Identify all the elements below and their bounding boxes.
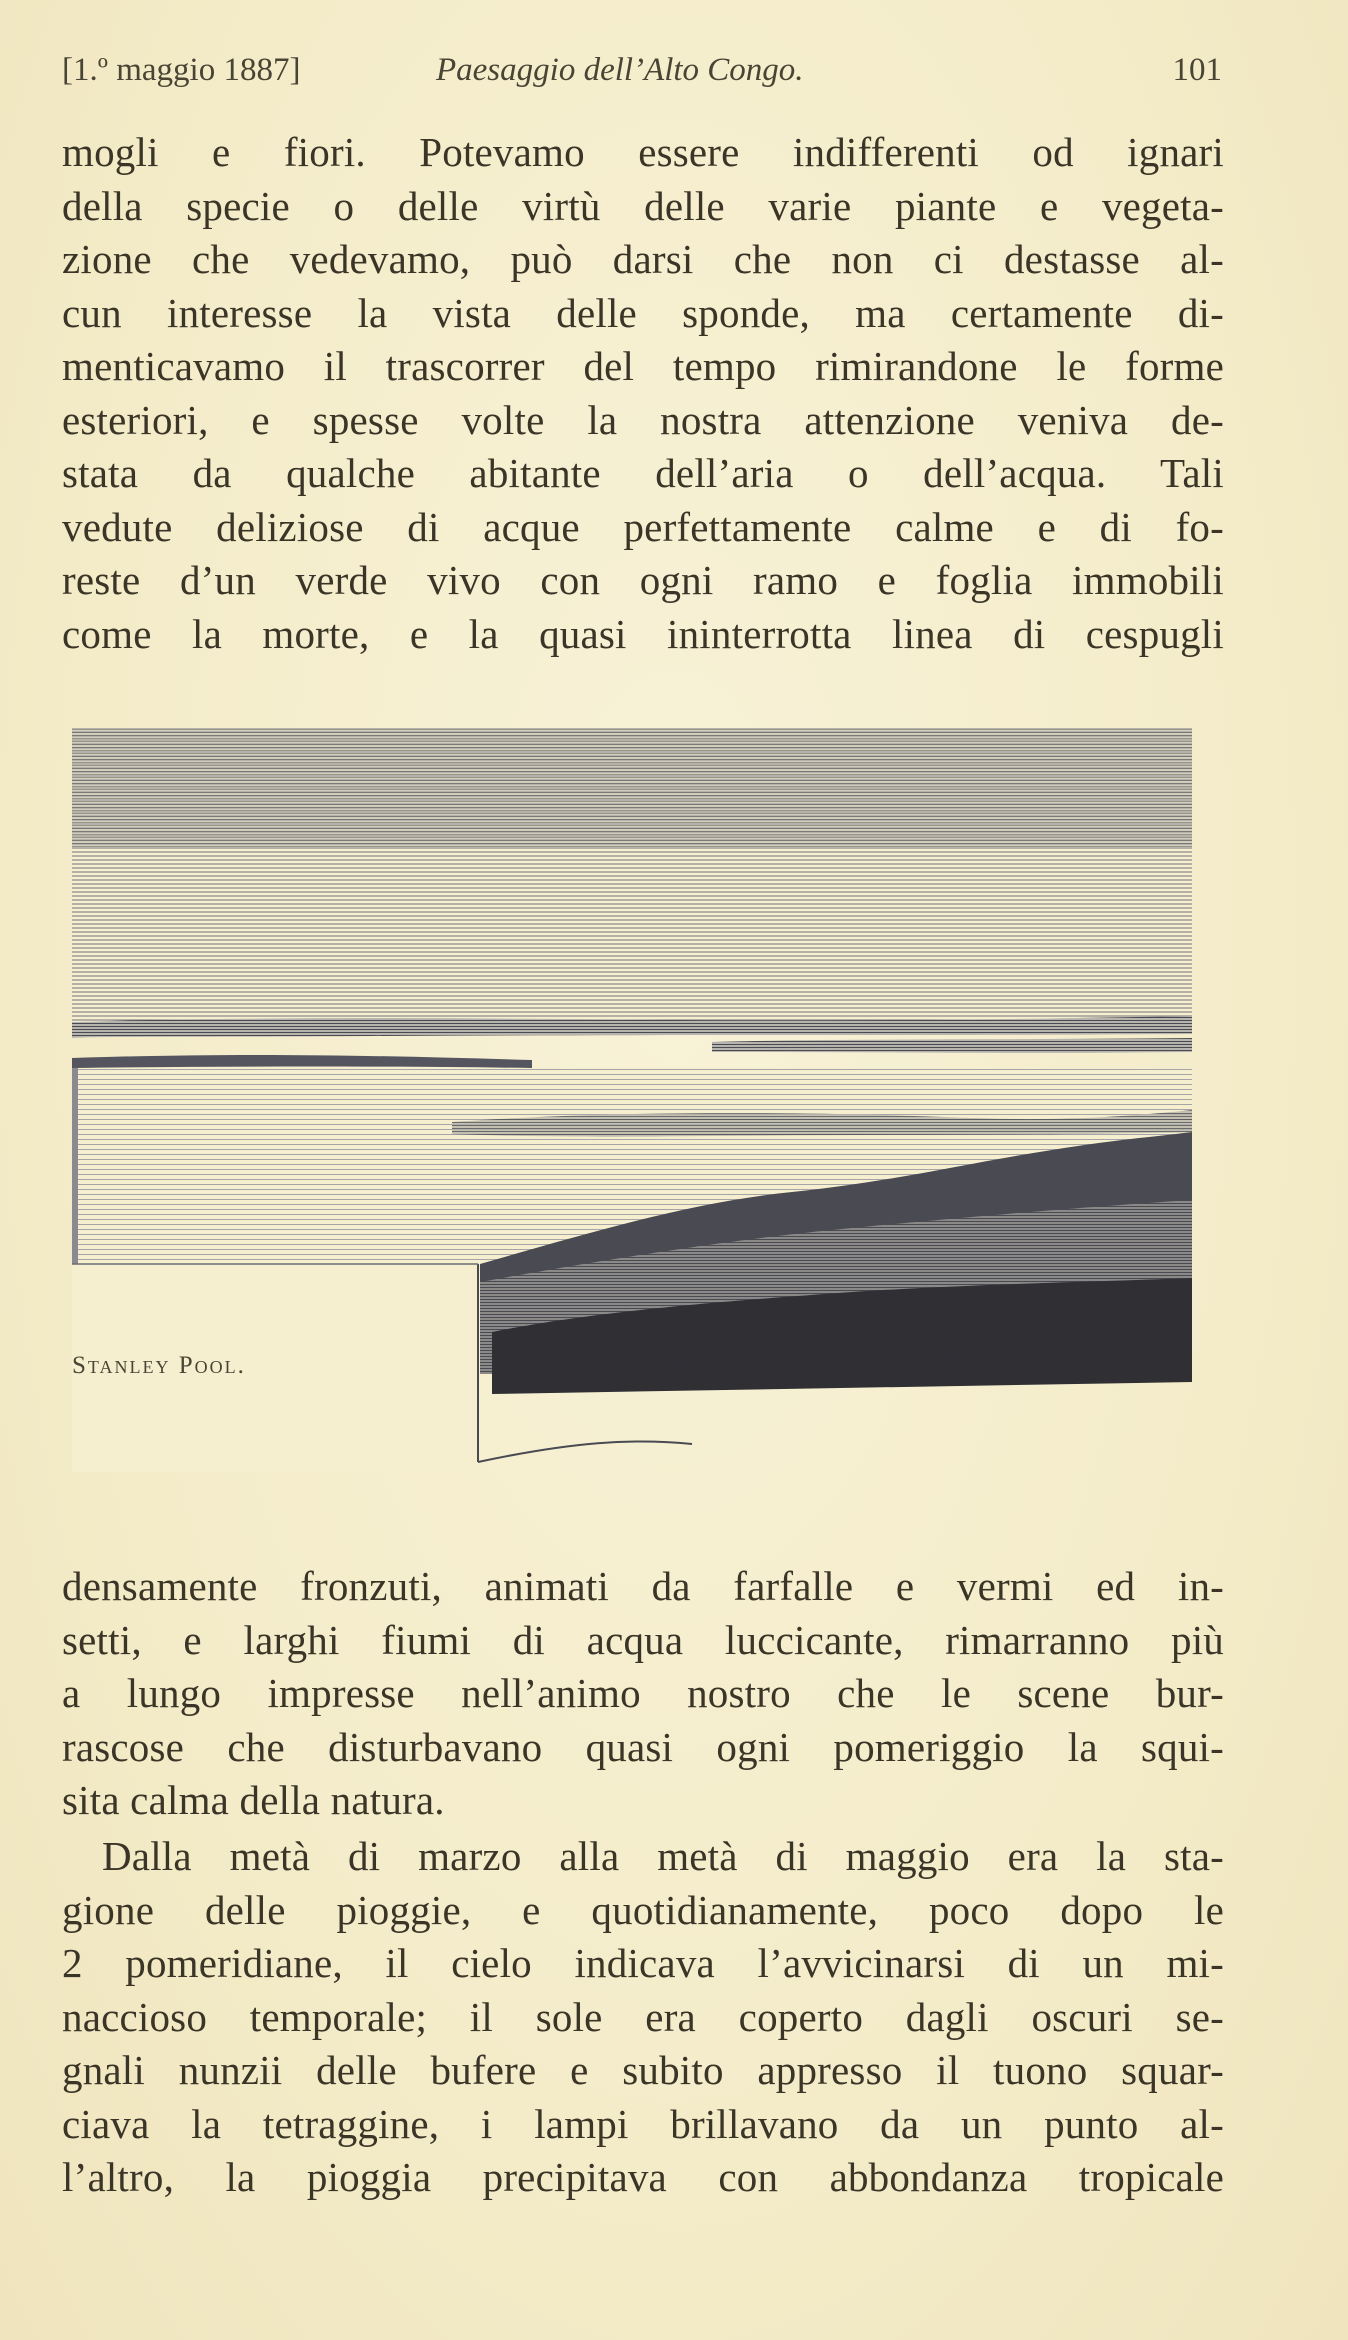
engraver-mark: AA — [1112, 1356, 1156, 1389]
text-line: naccioso temporale; il sole era coperto dagli oscuri se- — [62, 1993, 1224, 2040]
text-line: cun interesse la vista delle sponde, ma certamente di- — [62, 289, 1224, 336]
header-title: Paesaggio dell’Alto Congo. — [436, 52, 804, 88]
page-number: 101 — [1172, 52, 1222, 88]
text-line: esteriori, e spesse volte la nostra attenzione veniva de- — [62, 396, 1224, 443]
text-line: reste d’un verde vivo con ogni ramo e foglia immobili — [62, 557, 1224, 603]
text-line: gnali nunzii delle bufere e subito appresso il tuono squar- — [62, 2047, 1224, 2093]
text-line: mogli e fiori. Potevamo essere indifferenti od ignari — [62, 129, 1224, 175]
text-line: gione delle pioggie, e quotidianamente, poco dopo le — [62, 1886, 1224, 1933]
text-line: menticavamo il trascorrer del tempo rimirandone le forme — [62, 343, 1224, 389]
text-line: ciava la tetraggine, i lampi brillavano da un punto al- — [62, 2100, 1224, 2147]
text-line: Dalla metà di marzo alla metà di maggio era la sta- — [102, 1833, 1224, 1879]
paragraph-2 — [62, 1560, 1224, 1828]
paragraph-3 — [62, 1830, 1224, 2205]
text-line: a lungo impresse nell’animo nostro che le scene bur- — [62, 1670, 1224, 1716]
text-line: vedute deliziose di acque perfettamente calme e di fo- — [62, 503, 1224, 550]
running-header — [62, 52, 1222, 96]
text-line: sita calma della natura. — [62, 1777, 445, 1823]
text-line: rascose che disturbavano quasi ogni pomeriggio la squi- — [62, 1723, 1224, 1770]
text-line: l’altro, la pioggia precipitava con abbondanza tropicale — [62, 2154, 1224, 2200]
text-line: stata da qualche abitante dell’aria o dell’acqua. Tali — [62, 450, 1224, 496]
paragraph-1 — [62, 126, 1224, 661]
text-line: densamente fronzuti, animati da farfalle e vermi ed in- — [62, 1563, 1224, 1609]
text-line: setti, e larghi fiumi di acqua luccicante, rimarranno più — [62, 1616, 1224, 1663]
text-line: come la morte, e la quasi ininterrotta linea di cespugli — [62, 610, 1224, 657]
text-line: della specie o delle virtù delle varie piante e vegeta- — [62, 182, 1224, 229]
figure-caption: Stanley Pool. — [72, 1352, 246, 1379]
header-date: [1.º maggio 1887] — [62, 52, 301, 88]
text-line: 2 pomeridiane, il cielo indicava l’avvicinarsi di un mi- — [62, 1940, 1224, 1986]
text-line: zione che vedevamo, può darsi che non ci destasse al- — [62, 236, 1224, 282]
